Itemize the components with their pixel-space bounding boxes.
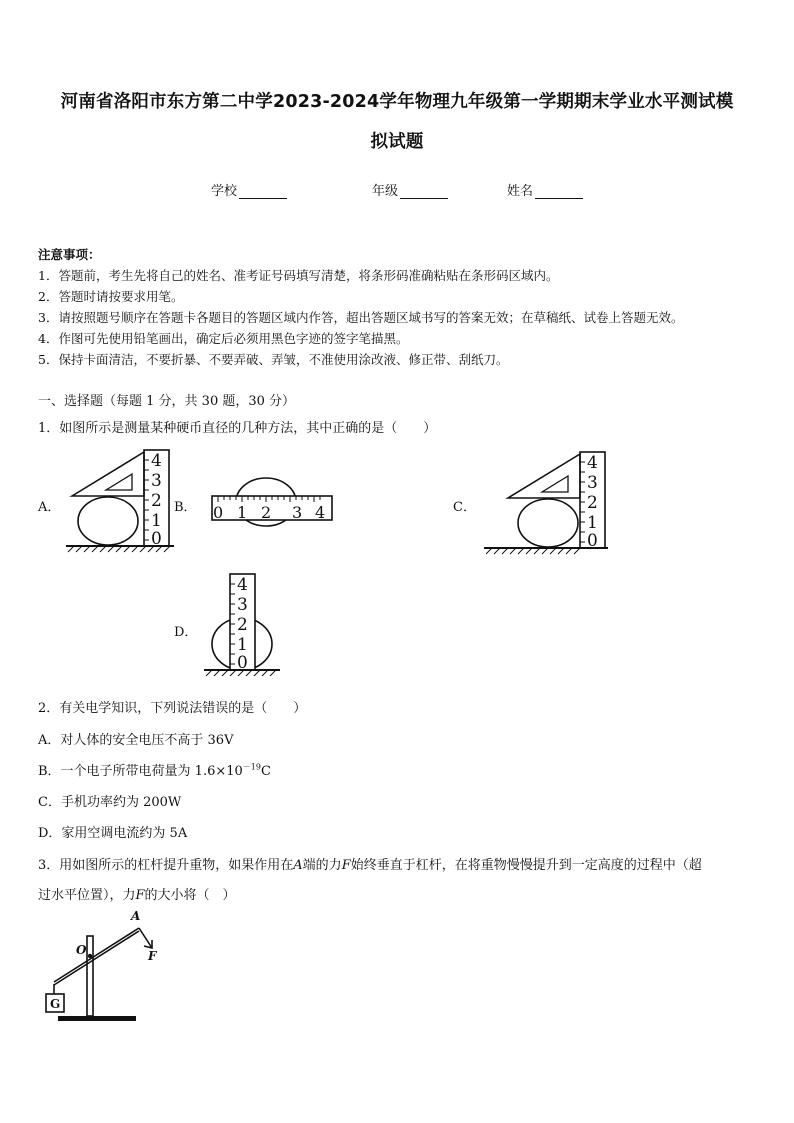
name-label: 姓名 (507, 184, 534, 199)
name-field (507, 180, 583, 199)
ruler-tick-label: 3 (587, 473, 598, 493)
ruler-tick-label: 4 (587, 453, 598, 473)
name-blank (535, 186, 583, 199)
force-arrow (139, 928, 152, 948)
note-item: 1．答题前，考生先将自己的姓名、准考证号码填写清楚，将条形码准确粘贴在条形码区域内。 (38, 268, 559, 283)
grade-label: 年级 (372, 184, 399, 199)
ruler-tick-label: 2 (261, 503, 272, 522)
q1-figure-b (208, 472, 336, 532)
q1-figure-a (62, 448, 177, 556)
question-3-stem-line2: 过水平位置），力F的大小将（ ） (38, 888, 236, 903)
q2-option-d: D．家用空调电流约为 5A (38, 826, 188, 841)
q1-figure-d (200, 572, 285, 684)
force-f-symbol: F (341, 858, 351, 873)
ruler-tick-label: 2 (237, 615, 248, 635)
note-item: 3．请按照题号顺序在答题卡各题目的答题区域内作答，超出答题区域书写的答案无效；在草稿纸、试卷上答题无效。 (38, 310, 684, 325)
ruler-tick-label: 4 (315, 503, 326, 522)
exam-title-line2: 拟试题 (370, 132, 424, 152)
ruler-tick-label: 1 (587, 513, 598, 533)
q1-option-d-label: D． (174, 625, 198, 640)
note-item: 5．保持卡面清洁，不要折暴、不要弄破、弄皱，不准使用涂改液、修正带、刮纸刀。 (38, 352, 509, 367)
coin-shape (518, 499, 578, 547)
exam-title-line1: 河南省洛阳市东方第二中学2023-2024学年物理九年级第一学期期末学业水平测试模 (60, 92, 734, 112)
notes-heading: 注意事项： (38, 247, 101, 262)
q1-option-c-label: C． (453, 500, 476, 515)
lever-support-post (87, 936, 93, 1016)
ruler-tick-label: 2 (151, 491, 162, 511)
school-field (211, 180, 287, 199)
ruler-tick-label: 0 (213, 503, 224, 522)
ruler-tick-label: 4 (151, 451, 162, 471)
lever-bar (54, 928, 139, 982)
q2-option-c: C．手机功率约为 200W (38, 795, 182, 810)
label-f: F (148, 949, 157, 963)
grade-field (372, 180, 448, 199)
q2-option-a: A．对人体的安全电压不高于 36V (38, 733, 234, 748)
section-heading: 一、选择题（每题 1 分，共 30 题，30 分） (38, 394, 296, 409)
ruler-tick-label: 3 (292, 503, 303, 522)
ruler-tick-label: 1 (237, 503, 248, 522)
ground-base (58, 1016, 136, 1021)
note-item: 2．答题时请按要求用笔。 (38, 289, 184, 304)
exponent: －19 (242, 762, 261, 772)
q2-option-b: B．一个电子所带电荷量为 $1.6\times 10^{-19}C$ (38, 762, 271, 779)
label-a: A (131, 909, 141, 923)
q3-lever-figure (40, 908, 170, 1028)
school-blank (239, 186, 287, 199)
ruler-tick-label: 3 (151, 471, 162, 491)
ruler-tick-label: 0 (237, 653, 248, 673)
q1-figure-c (480, 450, 615, 556)
q1-option-b-label: B． (174, 500, 197, 515)
coin-shape (78, 497, 138, 545)
question-2-stem: 2．有关电学知识，下列说法错误的是（ ） (38, 701, 307, 716)
ruler-tick-label: 3 (237, 595, 248, 615)
ruler-tick-label: 0 (587, 531, 598, 551)
force-f-symbol: F (135, 888, 145, 903)
pivot-point (88, 954, 92, 958)
q1-option-a-label: A． (38, 500, 61, 515)
ruler-tick-label: 1 (151, 511, 162, 531)
ruler-tick-label: 4 (237, 575, 248, 595)
ruler-tick-label: 2 (587, 493, 598, 513)
ruler-tick-label: 0 (151, 529, 162, 549)
note-item: 4．作图可先使用铅笔画出，确定后必须用黑色字迹的签字笔描黑。 (38, 331, 409, 346)
ruler-tick-label: 1 (237, 635, 248, 655)
label-g: G (50, 997, 61, 1011)
question-1-stem: 1．如图所示是测量某种硬币直径的几种方法，其中正确的是（ ） (38, 421, 437, 436)
grade-blank (400, 186, 448, 199)
question-3-stem-line1: 3．用如图所示的杠杆提升重物，如果作用在A端的力F始终垂直于杠杆，在将重物慢慢提升到一定高度的过程中（超 (38, 858, 702, 873)
label-o: O (76, 943, 87, 957)
school-label: 学校 (211, 184, 238, 199)
point-a-symbol: A (293, 858, 303, 873)
